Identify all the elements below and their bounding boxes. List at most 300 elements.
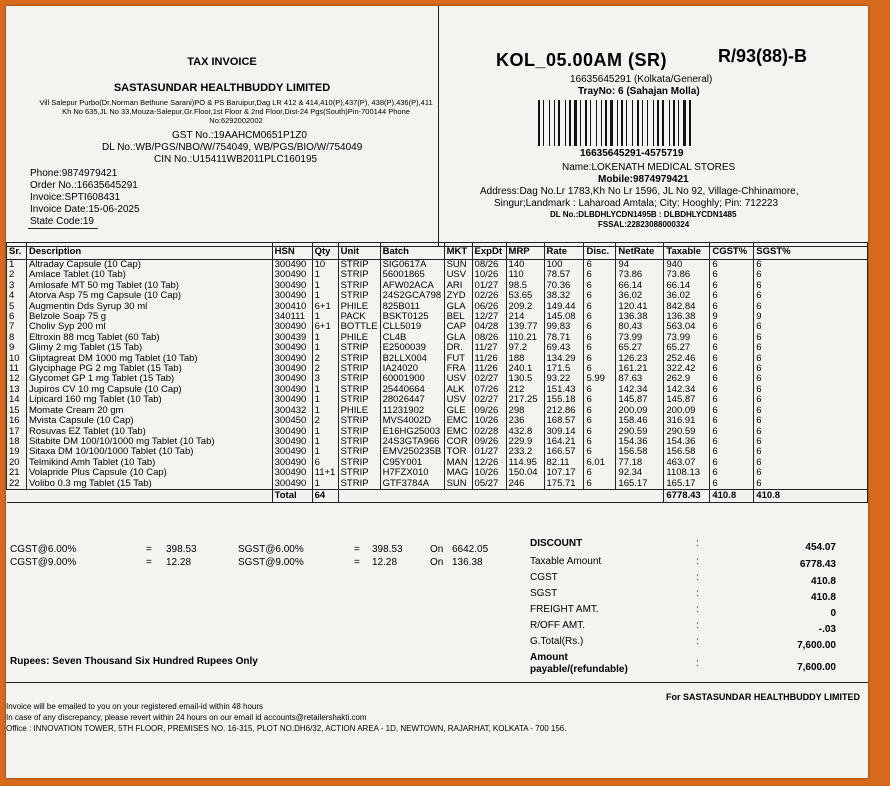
table-cell: 87.63: [616, 374, 664, 384]
table-cell: 175.71: [544, 479, 584, 490]
customer-mobile: Mobile:9874979421: [598, 174, 689, 185]
table-cell: 2: [312, 354, 338, 364]
table-row: [7, 395, 868, 405]
table-cell: Sitabite DM 100/10/1000 mg Tablet (10 Tab): [26, 437, 272, 447]
tax-breakup-on-label: On: [430, 544, 444, 555]
column-header: Rate: [544, 243, 584, 260]
table-cell: 73.86: [616, 270, 664, 280]
tax-breakup-sgst-eq: =: [354, 544, 360, 555]
table-cell: 6: [584, 312, 616, 322]
table-cell: Choliv Syp 200 ml: [26, 322, 272, 332]
table-row: [7, 270, 868, 280]
table-cell: 1: [7, 260, 27, 271]
table-cell: 300490: [272, 468, 312, 478]
table-cell: 98.5: [506, 281, 544, 291]
table-cell: 6: [710, 270, 754, 280]
table-row: [7, 312, 868, 322]
table-cell: MAN: [444, 458, 472, 468]
table-cell: 7: [7, 322, 27, 332]
table-cell: IA24020: [380, 364, 444, 374]
table-cell: 6: [710, 322, 754, 332]
total-row: [7, 489, 868, 502]
table-cell: 28026447: [380, 395, 444, 405]
table-cell: FUT: [444, 354, 472, 364]
roff-label: R/OFF AMT.: [530, 620, 585, 631]
table-cell: 12: [7, 374, 27, 384]
table-cell: 60001900: [380, 374, 444, 384]
table-cell: 01/27: [472, 281, 506, 291]
table-cell: 200.09: [664, 406, 710, 416]
table-cell: USV: [444, 270, 472, 280]
table-cell: 1: [312, 281, 338, 291]
table-cell: 11231902: [380, 406, 444, 416]
table-cell: 6: [754, 479, 868, 490]
table-cell: 139.77: [506, 322, 544, 332]
table-cell: 3: [7, 281, 27, 291]
table-cell: 309.14: [544, 427, 584, 437]
table-cell: 2: [312, 416, 338, 426]
table-cell: EMC: [444, 427, 472, 437]
payable-label-2: payable/(refundable): [530, 664, 628, 675]
table-cell: 6: [710, 468, 754, 478]
table-cell: Gliptagreat DM 1000 mg Tablet (10 Tab): [26, 354, 272, 364]
table-cell: 171.5: [544, 364, 584, 374]
table-cell: 66.14: [616, 281, 664, 291]
table-cell: 01/27: [472, 447, 506, 457]
table-cell: 5: [7, 302, 27, 312]
table-cell: 6: [710, 291, 754, 301]
table-cell: STRIP: [338, 427, 380, 437]
table-cell: PHILE: [338, 333, 380, 343]
table-cell: 2: [7, 270, 27, 280]
table-cell: 300490: [272, 354, 312, 364]
table-cell: 145.08: [544, 312, 584, 322]
cgst-value: 410.8: [810, 576, 836, 587]
table-cell: E2500039: [380, 343, 444, 353]
table-cell: 300490: [272, 479, 312, 490]
table-cell: 6: [710, 458, 754, 468]
table-cell: 16: [7, 416, 27, 426]
gtotal-value: 7,600.00: [797, 640, 836, 651]
table-cell: STRIP: [338, 468, 380, 478]
tax-breakup-cgst-eq: =: [146, 557, 152, 568]
table-cell: 6: [710, 447, 754, 457]
table-cell: 156.58: [664, 447, 710, 457]
table-cell: 6: [584, 343, 616, 353]
table-cell: 300490: [272, 281, 312, 291]
table-cell: 134.29: [544, 354, 584, 364]
gst-number: GST No.:19AAHCM0651P1Z0: [172, 130, 307, 141]
table-cell: 6.01: [584, 458, 616, 468]
table-cell: 6: [754, 333, 868, 343]
table-cell: 236: [506, 416, 544, 426]
table-cell: 97.2: [506, 343, 544, 353]
table-cell: STRIP: [338, 291, 380, 301]
table-cell: STRIP: [338, 343, 380, 353]
divider: [28, 228, 98, 229]
table-cell: 78.71: [544, 333, 584, 343]
table-cell: Rosuvas EZ Tablet (10 Tab): [26, 427, 272, 437]
gtotal-label: G.Total(Rs.): [530, 636, 584, 647]
table-cell: 77.18: [616, 458, 664, 468]
table-cell: AFW02ACA: [380, 281, 444, 291]
table-row: [7, 364, 868, 374]
table-cell: 200.09: [616, 406, 664, 416]
table-cell: 300450: [272, 416, 312, 426]
table-cell: GLA: [444, 302, 472, 312]
table-cell: SIG0617A: [380, 260, 444, 271]
table-cell: 1: [312, 333, 338, 343]
table-cell: 300490: [272, 322, 312, 332]
seller-header: [6, 6, 439, 247]
tax-breakup-cgst-eq: =: [146, 544, 152, 555]
table-cell: 11/27: [472, 343, 506, 353]
table-cell: 120.41: [616, 302, 664, 312]
table-cell: 252.46: [664, 354, 710, 364]
cgst-label: CGST: [530, 572, 558, 583]
table-cell: ZYD: [444, 291, 472, 301]
table-row: [7, 406, 868, 416]
table-cell: 290.59: [664, 427, 710, 437]
table-cell: 6: [584, 385, 616, 395]
table-cell: 6: [754, 364, 868, 374]
table-cell: Atorva Asp 75 mg Capsule (10 Cap): [26, 291, 272, 301]
footer-line-3: Office : INNOVATION TOWER, 5TH FLOOR, PREMISES NO. 16-315, PLOT NO.DH6/32, ACTION AREA - 1D, NEWTOWN, RAJARHAT, KOLKATA - 700 156.: [6, 724, 567, 733]
table-cell: Belzole Soap 75 g: [26, 312, 272, 322]
table-cell: 6: [754, 270, 868, 280]
table-cell: 1: [312, 312, 338, 322]
table-cell: 140: [506, 260, 544, 271]
table-cell: 04/28: [472, 322, 506, 332]
table-cell: 19: [7, 447, 27, 457]
table-cell: STRIP: [338, 374, 380, 384]
table-cell: 65.27: [664, 343, 710, 353]
company-address: Vill Salepur Purbo(Dr.Norman Bethune Sarani)PO & PS Baruipur,Dag LR 412 & 414,410(P),437(P), 438(P),436(P),411 Kh No 635,JL No 33,Mouza-Salepur,Gr.Floor,1st Floor & 2nd Floor,Dist-24 Pgs(South)Pin-700144 Phone No:6292002002: [39, 98, 433, 125]
table-cell: 10/26: [472, 270, 506, 280]
order-barcode: [538, 100, 738, 146]
tax-breakup-cgst-label: CGST@9.00%: [10, 557, 77, 568]
table-cell: 6: [710, 437, 754, 447]
column-header: Disc.: [584, 243, 616, 260]
table-row: [7, 447, 868, 457]
for-company: For SASTASUNDAR HEALTHBUDDY LIMITED: [666, 692, 860, 702]
column-header: MKT: [444, 243, 472, 260]
table-cell: 214: [506, 312, 544, 322]
table-cell: 9: [710, 312, 754, 322]
table-cell: 290.59: [616, 427, 664, 437]
table-cell: MAG: [444, 468, 472, 478]
table-cell: 300490: [272, 458, 312, 468]
table-cell: 02/28: [472, 427, 506, 437]
table-cell: 6: [754, 458, 868, 468]
table-cell: 212.86: [544, 406, 584, 416]
table-cell: 300432: [272, 406, 312, 416]
table-cell: 240.1: [506, 364, 544, 374]
table-cell: 300490: [272, 427, 312, 437]
table-cell: 2: [312, 364, 338, 374]
table-cell: 6: [584, 416, 616, 426]
payable-value: 7,600.00: [797, 662, 836, 673]
table-cell: 6: [584, 302, 616, 312]
table-cell: 25440664: [380, 385, 444, 395]
table-cell: 6: [710, 333, 754, 343]
table-cell: 10/26: [472, 416, 506, 426]
company-name: SASTASUNDAR HEALTHBUDDY LIMITED: [113, 82, 331, 94]
table-cell: 6: [754, 468, 868, 478]
amount-in-words: Rupees: Seven Thousand Six Hundred Rupees Only: [10, 656, 258, 667]
table-row: [7, 333, 868, 343]
tax-breakup-on-val: 136.38: [452, 557, 483, 568]
table-cell: 6: [754, 281, 868, 291]
invoice-date: Invoice Date:15-06-2025: [30, 204, 140, 215]
table-cell: ARI: [444, 281, 472, 291]
table-header-row: [7, 243, 868, 260]
table-cell: SUN: [444, 479, 472, 490]
table-row: [7, 385, 868, 395]
table-cell: 15: [7, 406, 27, 416]
table-cell: 300490: [272, 385, 312, 395]
freight-label: FREIGHT AMT.: [530, 604, 599, 615]
tax-breakup-sgst-label: SGST@6.00%: [238, 544, 304, 555]
table-cell: 1: [312, 479, 338, 490]
tray-number: TrayNo: 6 (Sahajan Molla): [578, 86, 700, 97]
tax-breakup-sgst-val: 398.53: [372, 544, 403, 555]
table-cell: 6: [710, 479, 754, 490]
table-row: [7, 458, 868, 468]
table-cell: 149.44: [544, 302, 584, 312]
table-cell: 02/27: [472, 374, 506, 384]
table-cell: 130.5: [506, 374, 544, 384]
table-cell: DR.: [444, 343, 472, 353]
table-cell: PHILE: [338, 406, 380, 416]
table-cell: 300490: [272, 291, 312, 301]
table-cell: 21: [7, 468, 27, 478]
shipping-header: [438, 6, 868, 247]
table-cell: 6+1: [312, 302, 338, 312]
table-cell: 229.9: [506, 437, 544, 447]
table-cell: 12/27: [472, 312, 506, 322]
table-row: [7, 437, 868, 447]
table-row: [7, 343, 868, 353]
tax-breakup-cgst-val: 12.28: [166, 557, 192, 568]
total-sgst: 410.8: [754, 489, 868, 502]
items-table: [6, 242, 868, 503]
table-cell: 300490: [272, 437, 312, 447]
table-cell: 212: [506, 385, 544, 395]
table-cell: 06/26: [472, 302, 506, 312]
table-cell: 300439: [272, 333, 312, 343]
taxable-value: 6778.43: [799, 559, 836, 570]
table-cell: Volapride Plus Capsule (10 Cap): [26, 468, 272, 478]
table-cell: 07/26: [472, 385, 506, 395]
table-cell: Mvista Capsule (10 Cap): [26, 416, 272, 426]
table-cell: 825B011: [380, 302, 444, 312]
table-cell: 08/26: [472, 260, 506, 271]
table-cell: 10: [7, 354, 27, 364]
payable-label-1: Amount: [530, 652, 568, 663]
table-cell: 13: [7, 385, 27, 395]
table-cell: 6: [754, 437, 868, 447]
tax-breakup-sgst-val: 12.28: [372, 557, 398, 568]
column-header: Batch: [380, 243, 444, 260]
table-cell: 78.57: [544, 270, 584, 280]
invoice-number: Invoice:SPTI608431: [30, 192, 121, 203]
table-cell: Telmikind Amh Tablet (10 Tab): [26, 458, 272, 468]
table-cell: 156.58: [616, 447, 664, 457]
table-cell: 158.46: [616, 416, 664, 426]
table-cell: 1: [312, 291, 338, 301]
table-cell: 10/26: [472, 468, 506, 478]
customer-phone: Phone:9874979421: [30, 168, 118, 179]
table-cell: 6: [584, 364, 616, 374]
table-cell: 463.07: [664, 458, 710, 468]
table-cell: 142.34: [664, 385, 710, 395]
table-cell: 09/26: [472, 437, 506, 447]
table-cell: 6: [584, 437, 616, 447]
table-cell: 126.23: [616, 354, 664, 364]
column-header: ExpDt: [472, 243, 506, 260]
table-cell: BSKT0125: [380, 312, 444, 322]
table-cell: 82.11: [544, 458, 584, 468]
table-cell: 73.99: [664, 333, 710, 343]
table-cell: 93.22: [544, 374, 584, 384]
customer-fssai: FSSAL:22823088000324: [598, 220, 690, 229]
table-cell: 14: [7, 395, 27, 405]
table-cell: 563.04: [664, 322, 710, 332]
footer-line-1: Invoice will be emailed to you on your registered email-id within 48 hours: [6, 702, 264, 711]
column-header: SGST%: [754, 243, 868, 260]
invoice-paper: TAX INVOICE SASTASUNDAR HEALTHBUDDY LIMITED Vill Salepur Purbo(Dr.Norman Bethune Sarani)PO & PS Baruipur,Dag LR 412 & 414,410(P),437(P), 438(P),436(P),411 Kh No 635,JL No 33,Mouza-Salepur,Gr.Floor,1st Floor & 2nd Floor,Dist-24 Pgs(South)Pin-700144 Phone No:6292002002 GST No.:19AAHCM0651P1Z0 DL No.:WB/PGS/NBO/W/754049, WB/PGS/BIO/W/754049 CIN No.:U15411WB2011PLC160195 Phone:9874979421 Order No.:16635645291 Invoice:SPTI608431 Invoice Date:15-06-2025 State Code:19 KOL_05.00AM (SR) R/93(88)-B 16635645291 (Kolkata/General) TrayNo: 6 (Sahajan Molla) 16635645291-4575719 Name:LOKENATH MEDICAL STORES Mobile:9874979421 Address:Dag No.Lr 1783,Kh No Lr 1596, JL No 92, Village-Chhinamore, Singur;Landmark : Laharoad Amtala; City: Hooghly; Pin: 712223 DL No.:DLBDHLYCDN1495B : DLBDHLYCDN1485 FSSAL:22823088000324 Sr. Description HSN Qty Unit Batch MKT ExpDt MRP Rate Disc. NetRate Taxable CGST% SGST% 1 Altraday Capsule (10 Cap) 300490 10 STRIP SIG0617A SUN 08/26 140 100 6 94 940 6 6 2 Amlace Tablet (10 Tab) 300490 1 STRIP 56001865 USV 10/26 110 78.57 6 73.86 73.86 6 6 3 Amlosafe MT 50 mg Tablet (10 Tab) 300490 1 STRIP AFW02ACA ARI 01/27 98.5 70.36 6 66.14 66.14 6 6 4 Atorva Asp 75 mg Capsule (10 Cap) 300490 1 STRIP 24S2GCA798 ZYD 02/26 53.65 38.32 6 36.02 36.02 6 6 5 Augmentin Dds Syrup 30 ml 300410 6+1 PHILE 825B011 GLA 06/26 209.2 149.44 6 120.41 842.84 6 6 6 Belzole Soap 75 g 340111 1 PACK BSKT0125 BEL 12/27 214 145.08 6 136.38 136.38 9 9 7 Choliv Syp 200 ml 300490 6+1 BOTTLE CLL5019 CAP 04/28 139.77 99.83 6 80.43 563.04 6 6 8 Eltroxin 88 mcg Tablet (60 Tab) 300439 1 PHILE CL4B GLA 08/26 110.21 78.71 6 73.99 73.99 6 6 9 Glimy 2 mg Tablet (15 Tab) 300490 1 STRIP E2500039 DR. 11/27 97.2 69.43 6 65.27 65.27 6 6 10 Gliptagreat DM 1000 mg Tablet (10 Tab) 300490 2 STRIP B2LLX004 FUT 11/26 188 134.29 6 126.23 252.46 6 6 11 Glyciphage PG 2 mg Tablet (15 Tab) 300490 2 STRIP IA24020 FRA 11/26 240.1 171.5 6 161.21 322.42 6 6 12 Glycomet GP 1 mg Tablet (15 Tab) 300490 3 STRIP 60001900 USV 02/27 130.5 93.22 5.99 87.63 262.9 6 6 13 Jupiros CV 10 mg Capsule (10 Cap) 300490 1 STRIP 25440664 ALK 07/26 212 151.43 6 142.34 142.34 6 6 14 Lipicard 160 mg Tablet (10 Tab) 300490 1 STRIP 28026447 USV 02/27 217.25 155.18 6 145.87 145.87 6 6 15 Momate Cream 20 gm 300432 1 PHILE 11231902 GLE 09/26 298 212.86 6 200.09 200.09 6 6 16 Mvista Capsule (10 Cap) 300450 2 STRIP MVS4002D EMC 10/26 236 168.57 6 158.46 316.91 6 6 17 Rosuvas EZ Tablet (10 Tab) 300490 1 STRIP E16HG25003 EMC 02/28 432.8 309.14 6 290.59 290.59 6 6 18 Sitabite DM 100/10/1000 mg Tablet (10 Tab) 300490 1 STRIP 24S3GTA966 COR 09/26 229.9 164.21 6 154.36 154.36 6 6 19 Sitaxa DM 10/100/1000 Tablet (10 Tab) 300490 1 STRIP EMV250235B TOR 01/27 233.2 166.57 6 156.58 156.58 6 6 20 Telmikind Amh Tablet (10 Tab) 300490 6 STRIP C95Y001 MAN 12/26 114.95 82.11 6.01 77.18 463.07 6 6 21 Volapride Plus Capsule (10 Cap) 300490 11+1 STRIP H7FZX010 MAG 10/26 150.04 107.17 6 92.34 1108.13 6 6 22 Volibo 0.3 mg Tablet (15 Tab) 300490 1 STRIP GTF3784A SUN 05/27 246 175.71 6 165.17 165.17 6 6 Total 64 6778.43 410.8 410.8 CGST@6.00% = 398.53 SGST@6.00% = 398.53 On 6642.05 CGST@9.00% = 12.28 SGST@9.00% = 12.28 On 136.38 DISCOUNT : 454.07 Taxable Amount : 6778.43 CGST : 410.8 SGST : 410.8 FREIGHT AMT. : 0 R/OFF AMT. : -.03 G.Total(Rs.) : 7,600.00 Amount payable/(refundable) : 7,600.00 Rupees: Seven Thousand Six Hundred Rupees Only For SASTASUNDAR HEALTHBUDDY LIMITED Invoice will be emailed to you on your registered email-id within 48 hours In case of any discrepancy, please revert within 24 hours on our email id accounts@retailershakti.com Office : INNOVATION TOWER, 5TH FLOOR, PREMISES NO. 16-315, PLOT NO.DH6/32, ACTION AREA - 1D, NEWTOWN, RAJARHAT, KOLKATA - 700 156.: [6, 6, 868, 778]
table-row: [7, 291, 868, 301]
table-cell: STRIP: [338, 260, 380, 271]
table-cell: 110: [506, 270, 544, 280]
table-cell: 09/26: [472, 406, 506, 416]
table-cell: 24S3GTA966: [380, 437, 444, 447]
table-cell: CL4B: [380, 333, 444, 343]
table-cell: 316.91: [664, 416, 710, 426]
table-cell: 56001865: [380, 270, 444, 280]
table-cell: 1: [312, 385, 338, 395]
table-cell: 6: [754, 447, 868, 457]
table-cell: 107.17: [544, 468, 584, 478]
table-row: [7, 354, 868, 364]
discount-label: DISCOUNT: [530, 538, 583, 549]
table-cell: 6: [754, 416, 868, 426]
table-row: [7, 479, 868, 490]
table-cell: SUN: [444, 260, 472, 271]
table-cell: 6: [754, 395, 868, 405]
column-header: MRP: [506, 243, 544, 260]
cin-number: CIN No.:U15411WB2011PLC160195: [154, 154, 318, 165]
table-cell: 6: [710, 385, 754, 395]
table-cell: STRIP: [338, 281, 380, 291]
table-row: [7, 468, 868, 478]
table-cell: 6: [710, 406, 754, 416]
table-cell: 3: [312, 374, 338, 384]
table-cell: STRIP: [338, 458, 380, 468]
table-cell: 300490: [272, 364, 312, 374]
table-cell: 6: [710, 364, 754, 374]
table-cell: MVS4002D: [380, 416, 444, 426]
table-cell: CLL5019: [380, 322, 444, 332]
table-cell: 300490: [272, 395, 312, 405]
customer-dl: DL No.:DLBDHLYCDN1495B : DLBDHLYCDN1485: [550, 210, 737, 219]
table-cell: USV: [444, 374, 472, 384]
table-cell: 18: [7, 437, 27, 447]
table-cell: 6: [754, 343, 868, 353]
table-cell: 300490: [272, 343, 312, 353]
table-cell: 73.86: [664, 270, 710, 280]
table-cell: 154.36: [664, 437, 710, 447]
tax-breakup-sgst-eq: =: [354, 557, 360, 568]
table-cell: 6: [710, 416, 754, 426]
table-cell: 02/27: [472, 395, 506, 405]
roff-value: -.03: [818, 624, 836, 635]
table-cell: Amlace Tablet (10 Tab): [26, 270, 272, 280]
table-cell: 17: [7, 427, 27, 437]
table-cell: 66.14: [664, 281, 710, 291]
doc-title: TAX INVOICE: [187, 56, 257, 68]
table-cell: 145.87: [616, 395, 664, 405]
table-cell: 6: [584, 447, 616, 457]
sgst-label: SGST: [530, 588, 558, 599]
table-cell: 6+1: [312, 322, 338, 332]
table-cell: 6: [754, 427, 868, 437]
table-cell: 6: [754, 302, 868, 312]
tax-breakup-sgst-label: SGST@9.00%: [238, 557, 304, 568]
table-cell: 1: [312, 343, 338, 353]
table-cell: 6: [710, 343, 754, 353]
table-cell: 94: [616, 260, 664, 271]
route-label: KOL_05.00AM (SR): [496, 50, 668, 70]
table-cell: 322.42: [664, 364, 710, 374]
table-cell: 300410: [272, 302, 312, 312]
table-cell: EMV250235B: [380, 447, 444, 457]
table-cell: 6: [754, 354, 868, 364]
table-cell: STRIP: [338, 270, 380, 280]
table-cell: Augmentin Dds Syrup 30 ml: [26, 302, 272, 312]
table-cell: 6: [710, 354, 754, 364]
table-cell: 6: [754, 385, 868, 395]
table-cell: 209.2: [506, 302, 544, 312]
sgst-value: 410.8: [810, 592, 836, 603]
divider: [6, 682, 868, 683]
table-cell: 6: [754, 406, 868, 416]
table-cell: CAP: [444, 322, 472, 332]
barcode-text: 16635645291-4575719: [580, 148, 684, 159]
table-cell: STRIP: [338, 395, 380, 405]
table-cell: 155.18: [544, 395, 584, 405]
table-row: [7, 427, 868, 437]
table-cell: 6: [584, 333, 616, 343]
table-cell: H7FZX010: [380, 468, 444, 478]
table-cell: STRIP: [338, 416, 380, 426]
table-cell: GLA: [444, 333, 472, 343]
table-cell: 246: [506, 479, 544, 490]
table-cell: Volibo 0.3 mg Tablet (15 Tab): [26, 479, 272, 490]
table-cell: 6: [584, 479, 616, 490]
column-header: Sr.: [7, 243, 27, 260]
table-cell: 6: [710, 395, 754, 405]
column-header: Taxable: [664, 243, 710, 260]
table-cell: 38.32: [544, 291, 584, 301]
table-cell: 70.36: [544, 281, 584, 291]
table-cell: 136.38: [616, 312, 664, 322]
table-cell: 6: [7, 312, 27, 322]
table-cell: 69.43: [544, 343, 584, 353]
table-cell: 300490: [272, 260, 312, 271]
table-cell: 11: [7, 364, 27, 374]
